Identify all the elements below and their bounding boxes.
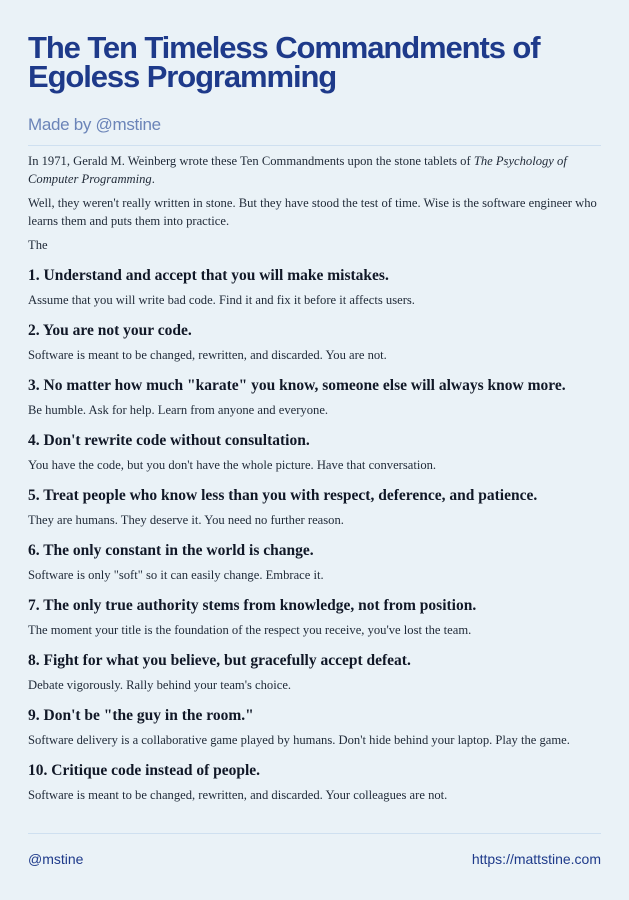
commandment-body: The moment your title is the foundation of the respect you receive, you've lost the team. [28, 623, 472, 637]
footer-handle-link[interactable]: @mstine [28, 851, 84, 867]
book-title: The Psychology of Computer Programming [28, 154, 567, 186]
commandment-body: You have the code, but you don't have the whole picture. Have that conversation. [28, 458, 437, 472]
page-title [28, 30, 601, 94]
commandment-heading: 6. The only constant in the world is change. [28, 542, 314, 559]
footer-url-link[interactable]: https://mattstine.com [471, 851, 601, 867]
divider [28, 145, 601, 146]
commandment-item [28, 595, 601, 639]
commandment-item [28, 650, 601, 694]
intro-paragraph-1 [28, 152, 601, 188]
footer-divider [28, 833, 601, 834]
commandment-item [28, 705, 601, 749]
subtitle: Made by @mstine [28, 115, 161, 134]
title-line-1: The Ten Timeless Commandments of [28, 30, 540, 65]
commandment-item [28, 375, 601, 419]
intro-paragraph-3: The [28, 238, 48, 252]
commandment-heading: 8. Fight for what you believe, but gracefully accept defeat. [28, 652, 411, 669]
commandments-list [28, 265, 601, 804]
commandment-heading: 10. Critique code instead of people. [28, 762, 261, 779]
commandment-heading: 7. The only true authority stems from knowledge, not from position. [28, 597, 477, 614]
commandment-heading: 5. Treat people who know less than you with respect, deference, and patience. [28, 487, 538, 504]
commandment-heading: 9. Don't be "the guy in the room." [28, 707, 254, 724]
commandment-body: Software delivery is a collaborative game played by humans. Don't hide behind your laptop. Play the game. [28, 733, 570, 747]
commandment-body: Debate vigorously. Rally behind your team's choice. [28, 678, 292, 692]
commandment-item [28, 540, 601, 584]
intro-paragraph-2: Well, they weren't really written in stone. But they have stood the test of time. Wise is the software engineer who learns them and puts them into practice. [28, 196, 597, 228]
commandment-item [28, 485, 601, 529]
footer [28, 851, 601, 867]
document [28, 0, 601, 804]
commandment-heading: 3. No matter how much "karate" you know, someone else will always know more. [28, 377, 566, 394]
commandment-body: They are humans. They deserve it. You need no further reason. [28, 513, 344, 527]
commandment-item [28, 265, 601, 309]
commandment-heading: 4. Don't rewrite code without consultation. [28, 432, 310, 449]
commandment-body: Software is only "soft" so it can easily change. Embrace it. [28, 568, 324, 582]
commandment-item [28, 760, 601, 804]
commandment-item [28, 320, 601, 364]
commandment-body: Be humble. Ask for help. Learn from anyone and everyone. [28, 403, 329, 417]
commandment-item [28, 430, 601, 474]
commandment-heading: 2. You are not your code. [28, 322, 192, 339]
intro-text: In 1971, Gerald M. Weinberg wrote these Ten Commandments upon the stone tablets of [28, 154, 474, 168]
title-line-2: Egoless Programming [28, 59, 337, 94]
intro-period: . [151, 172, 155, 186]
commandment-body: Software is meant to be changed, rewritten, and discarded. You are not. [28, 348, 387, 362]
commandment-body: Software is meant to be changed, rewritten, and discarded. Your colleagues are not. [28, 788, 448, 802]
commandment-heading: 1. Understand and accept that you will make mistakes. [28, 267, 389, 284]
intro [28, 152, 601, 254]
commandment-body: Assume that you will write bad code. Find it and fix it before it affects users. [28, 293, 415, 307]
